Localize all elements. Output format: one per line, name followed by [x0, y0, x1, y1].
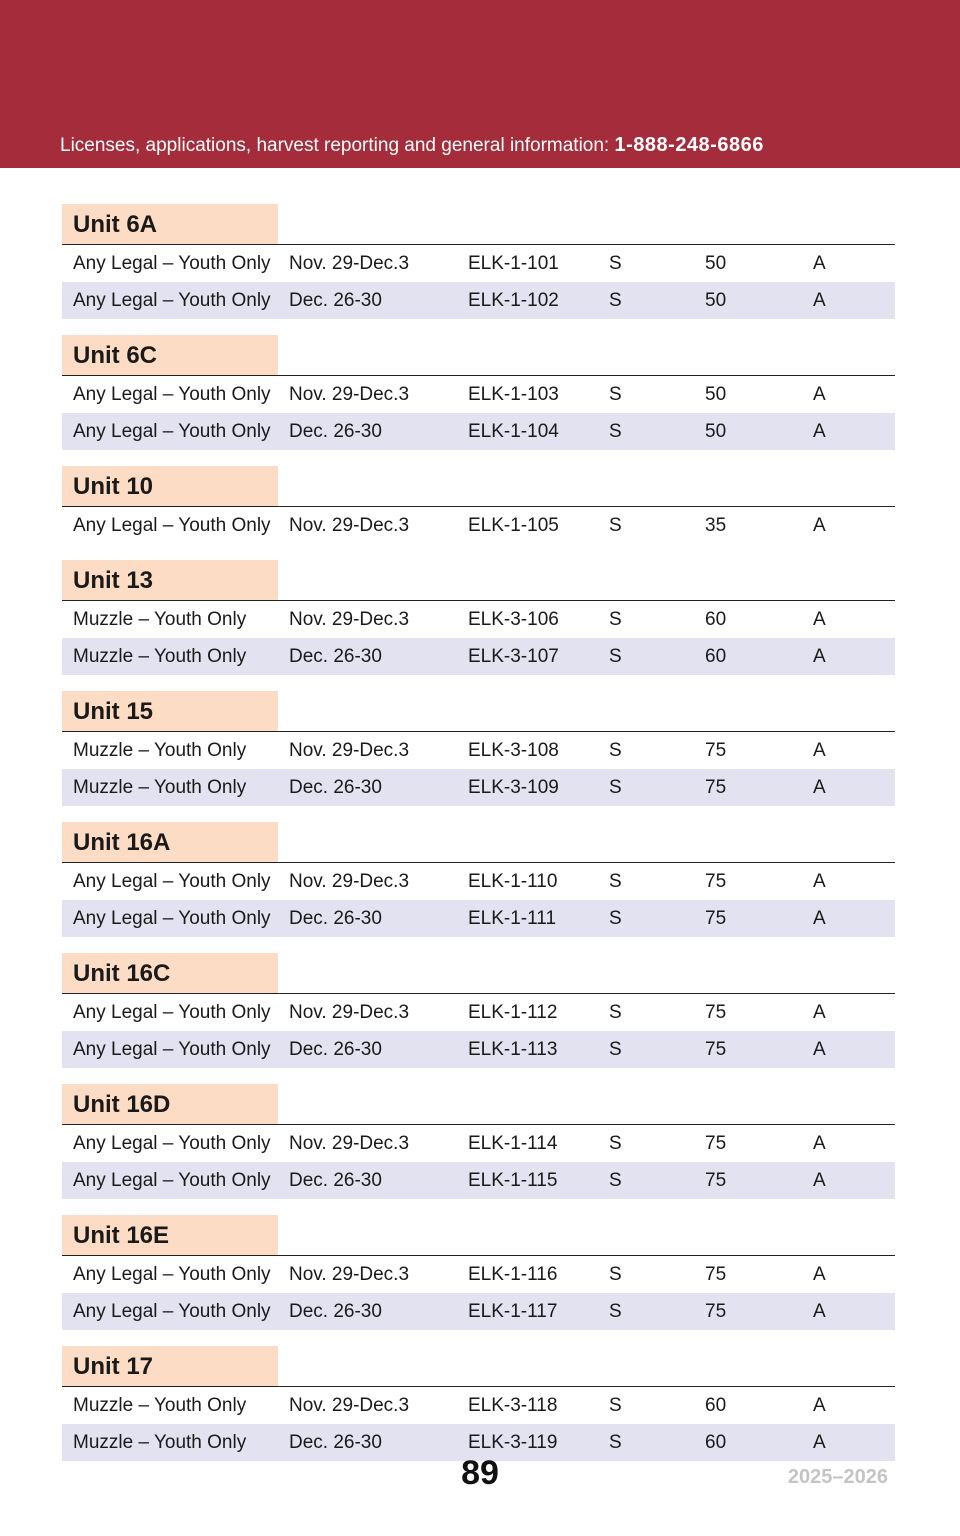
table-row	[62, 1162, 895, 1199]
hunt-type-cell: Any Legal – Youth Only	[73, 1301, 271, 1322]
a-cell: A	[813, 871, 826, 892]
license-count-cell: 75	[705, 1039, 727, 1060]
dates-cell: Nov. 29-Dec.3	[289, 871, 410, 892]
section-gap	[62, 1199, 895, 1215]
hunt-code-cell: ELK-1-101	[468, 253, 559, 274]
table-row	[62, 507, 895, 544]
hunt-type-cell: Any Legal – Youth Only	[73, 1264, 271, 1285]
a-cell: A	[813, 1170, 826, 1191]
license-count-cell: 75	[705, 1170, 727, 1191]
hunt-type-cell: Any Legal – Youth Only	[73, 1170, 271, 1191]
hunt-type-cell: Any Legal – Youth Only	[73, 1002, 271, 1023]
dates-cell: Nov. 29-Dec.3	[289, 1264, 410, 1285]
hunt-table	[62, 204, 895, 1461]
contact-info	[60, 134, 764, 157]
hunt-code-cell: ELK-1-102	[468, 290, 559, 311]
s-cell: S	[609, 1039, 622, 1060]
license-count-cell: 50	[705, 421, 727, 442]
hunt-type-cell: Any Legal – Youth Only	[73, 1039, 271, 1060]
dates-cell: Nov. 29-Dec.3	[289, 1133, 410, 1154]
hunt-type-cell: Muzzle – Youth Only	[73, 740, 247, 761]
s-cell: S	[609, 1133, 622, 1154]
hunt-code-cell: ELK-1-117	[468, 1301, 558, 1322]
license-count-cell: 75	[705, 871, 727, 892]
hunt-type-cell: Muzzle – Youth Only	[73, 1432, 247, 1453]
s-cell: S	[609, 908, 622, 929]
license-count-cell: 50	[705, 384, 727, 405]
s-cell: S	[609, 290, 622, 311]
a-cell: A	[813, 740, 826, 761]
dates-cell: Dec. 26-30	[289, 1432, 382, 1453]
license-count-cell: 75	[705, 1002, 727, 1023]
unit-title: Unit 13	[62, 560, 278, 600]
table-row	[62, 769, 895, 806]
license-count-cell: 75	[705, 908, 727, 929]
dates-cell: Dec. 26-30	[289, 1170, 382, 1191]
dates-cell: Dec. 26-30	[289, 421, 382, 442]
dates-cell: Dec. 26-30	[289, 1301, 382, 1322]
unit-title: Unit 16E	[62, 1215, 278, 1255]
a-cell: A	[813, 290, 826, 311]
a-cell: A	[813, 1432, 826, 1453]
hunt-code-cell: ELK-3-119	[468, 1432, 558, 1453]
unit-header	[62, 822, 895, 863]
hunt-code-cell: ELK-1-110	[468, 871, 558, 892]
section-gap	[62, 544, 895, 560]
license-count-cell: 50	[705, 290, 727, 311]
unit-header	[62, 691, 895, 732]
a-cell: A	[813, 646, 826, 667]
license-count-cell: 60	[705, 1395, 727, 1416]
table-row	[62, 900, 895, 937]
unit-header	[62, 953, 895, 994]
table-row	[62, 1125, 895, 1162]
hunt-type-cell: Muzzle – Youth Only	[73, 646, 247, 667]
a-cell: A	[813, 1133, 826, 1154]
hunt-code-cell: ELK-3-108	[468, 740, 559, 761]
hunt-type-cell: Any Legal – Youth Only	[73, 253, 271, 274]
license-count-cell: 75	[705, 740, 727, 761]
hunt-code-cell: ELK-1-112	[468, 1002, 558, 1023]
dates-cell: Nov. 29-Dec.3	[289, 515, 410, 536]
s-cell: S	[609, 1170, 622, 1191]
table-row	[62, 1031, 895, 1068]
hunt-code-cell: ELK-1-104	[468, 421, 559, 442]
dates-cell: Nov. 29-Dec.3	[289, 1395, 410, 1416]
s-cell: S	[609, 384, 622, 405]
dates-cell: Nov. 29-Dec.3	[289, 609, 410, 630]
s-cell: S	[609, 1395, 622, 1416]
a-cell: A	[813, 1002, 826, 1023]
unit-title: Unit 10	[62, 466, 278, 506]
table-row	[62, 601, 895, 638]
unit-title: Unit 17	[62, 1346, 278, 1386]
table-row	[62, 413, 895, 450]
license-count-cell: 75	[705, 1133, 727, 1154]
s-cell: S	[609, 1264, 622, 1285]
unit-title: Unit 15	[62, 691, 278, 731]
a-cell: A	[813, 421, 826, 442]
hunt-type-cell: Muzzle – Youth Only	[73, 609, 247, 630]
dates-cell: Dec. 26-30	[289, 290, 382, 311]
table-row	[62, 376, 895, 413]
section-gap	[62, 675, 895, 691]
unit-title: Unit 6A	[62, 204, 278, 244]
hunt-code-cell: ELK-3-106	[468, 609, 559, 630]
unit-header	[62, 1346, 895, 1387]
s-cell: S	[609, 1002, 622, 1023]
unit-header	[62, 335, 895, 376]
unit-title: Unit 6C	[62, 335, 278, 375]
license-count-cell: 60	[705, 609, 727, 630]
phone-number: 1-888-248-6866	[614, 134, 764, 156]
s-cell: S	[609, 1301, 622, 1322]
hunt-code-cell: ELK-1-115	[468, 1170, 558, 1191]
section-gap	[62, 1068, 895, 1084]
hunt-type-cell: Any Legal – Youth Only	[73, 1133, 271, 1154]
dates-cell: Nov. 29-Dec.3	[289, 1002, 410, 1023]
a-cell: A	[813, 384, 826, 405]
s-cell: S	[609, 777, 622, 798]
a-cell: A	[813, 1395, 826, 1416]
dates-cell: Nov. 29-Dec.3	[289, 384, 410, 405]
section-gap	[62, 937, 895, 953]
a-cell: A	[813, 609, 826, 630]
license-count-cell: 75	[705, 1301, 727, 1322]
section-gap	[62, 450, 895, 466]
section-gap	[62, 806, 895, 822]
unit-title: Unit 16A	[62, 822, 278, 862]
s-cell: S	[609, 740, 622, 761]
hunt-code-cell: ELK-3-107	[468, 646, 559, 667]
unit-header	[62, 1215, 895, 1256]
unit-title: Unit 16D	[62, 1084, 278, 1124]
a-cell: A	[813, 1039, 826, 1060]
hunt-code-cell: ELK-3-118	[468, 1395, 558, 1416]
table-row	[62, 1293, 895, 1330]
hunt-code-cell: ELK-1-103	[468, 384, 559, 405]
header-banner	[0, 0, 960, 168]
table-row	[62, 1256, 895, 1293]
dates-cell: Dec. 26-30	[289, 1039, 382, 1060]
hunt-type-cell: Any Legal – Youth Only	[73, 384, 271, 405]
table-row	[62, 863, 895, 900]
dates-cell: Dec. 26-30	[289, 908, 382, 929]
a-cell: A	[813, 253, 826, 274]
table-row	[62, 1387, 895, 1424]
dates-cell: Dec. 26-30	[289, 777, 382, 798]
table-row	[62, 638, 895, 675]
a-cell: A	[813, 1264, 826, 1285]
table-row	[62, 732, 895, 769]
license-count-cell: 75	[705, 1264, 727, 1285]
page-number: 89	[461, 1454, 499, 1492]
s-cell: S	[609, 515, 622, 536]
table-row	[62, 994, 895, 1031]
hunt-type-cell: Muzzle – Youth Only	[73, 777, 247, 798]
hunt-code-cell: ELK-3-109	[468, 777, 559, 798]
license-count-cell: 50	[705, 253, 727, 274]
license-count-cell: 60	[705, 646, 727, 667]
hunt-code-cell: ELK-1-116	[468, 1264, 558, 1285]
dates-cell: Nov. 29-Dec.3	[289, 740, 410, 761]
hunt-type-cell: Any Legal – Youth Only	[73, 515, 271, 536]
unit-header	[62, 204, 895, 245]
a-cell: A	[813, 908, 826, 929]
unit-title: Unit 16C	[62, 953, 278, 993]
section-gap	[62, 1330, 895, 1346]
hunt-code-cell: ELK-1-113	[468, 1039, 558, 1060]
hunt-code-cell: ELK-1-105	[468, 515, 559, 536]
s-cell: S	[609, 871, 622, 892]
table-row	[62, 282, 895, 319]
contact-info-label: Licenses, applications, harvest reporting and general information:	[60, 135, 610, 156]
a-cell: A	[813, 515, 826, 536]
s-cell: S	[609, 609, 622, 630]
section-gap	[62, 319, 895, 335]
s-cell: S	[609, 646, 622, 667]
license-count-cell: 75	[705, 777, 727, 798]
hunt-type-cell: Any Legal – Youth Only	[73, 421, 271, 442]
s-cell: S	[609, 253, 622, 274]
hunt-type-cell: Any Legal – Youth Only	[73, 871, 271, 892]
season-year: 2025–2026	[787, 1466, 888, 1488]
hunt-type-cell: Any Legal – Youth Only	[73, 290, 271, 311]
a-cell: A	[813, 1301, 826, 1322]
hunt-type-cell: Any Legal – Youth Only	[73, 908, 271, 929]
unit-header	[62, 466, 895, 507]
s-cell: S	[609, 421, 622, 442]
table-row	[62, 245, 895, 282]
license-count-cell: 60	[705, 1432, 727, 1453]
unit-header	[62, 1084, 895, 1125]
dates-cell: Dec. 26-30	[289, 646, 382, 667]
s-cell: S	[609, 1432, 622, 1453]
a-cell: A	[813, 777, 826, 798]
unit-header	[62, 560, 895, 601]
hunt-code-cell: ELK-1-114	[468, 1133, 558, 1154]
dates-cell: Nov. 29-Dec.3	[289, 253, 410, 274]
hunt-code-cell: ELK-1-111	[468, 908, 557, 929]
license-count-cell: 35	[705, 515, 727, 536]
hunt-type-cell: Muzzle – Youth Only	[73, 1395, 247, 1416]
